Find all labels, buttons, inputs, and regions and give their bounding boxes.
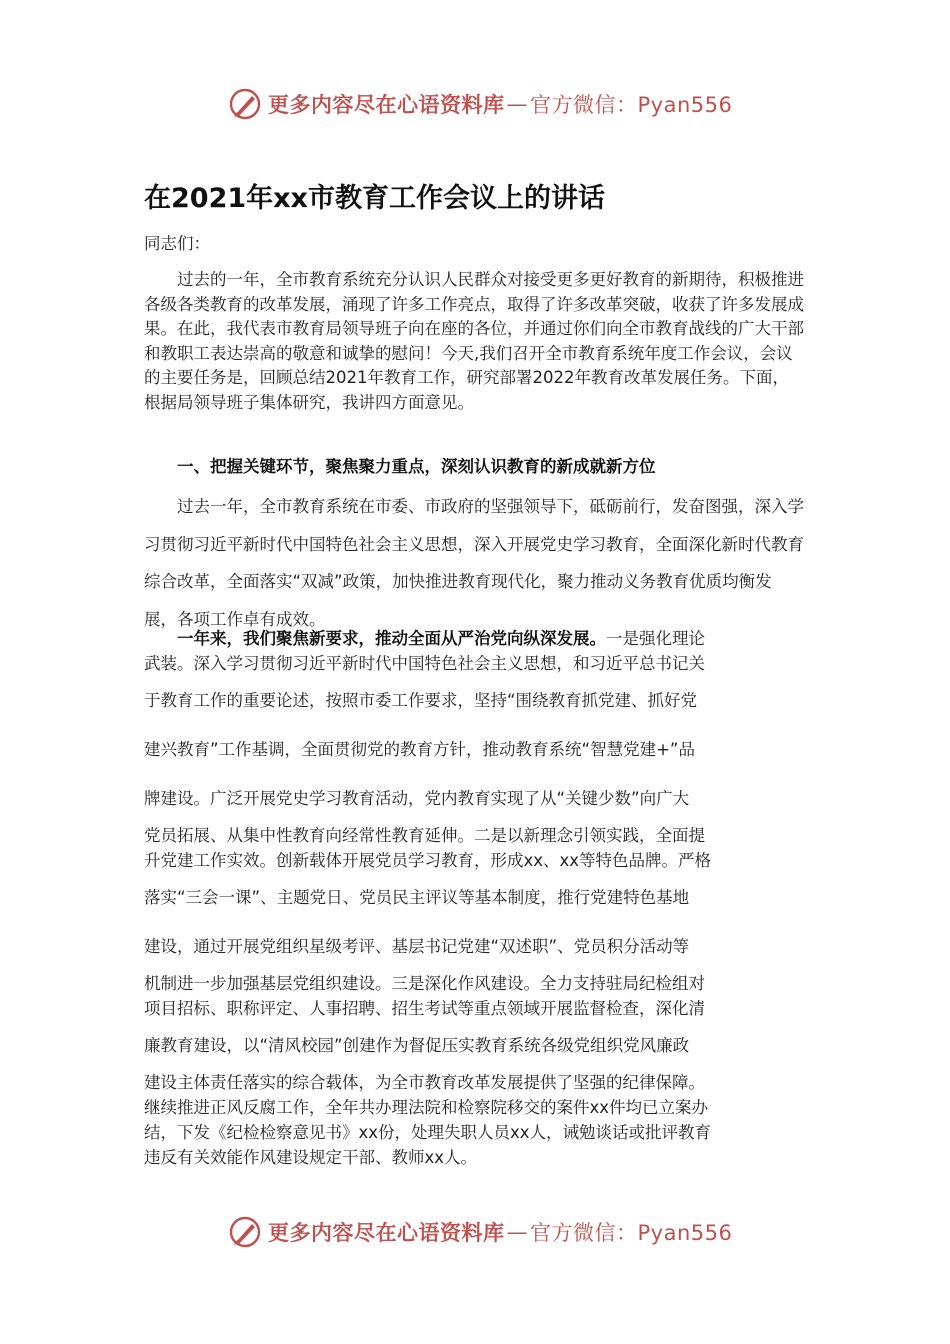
paragraph-line: 于教育工作的重要论述，按照市委工作要求，坚持“围绕教育抓党建、抓好党	[144, 691, 698, 710]
paragraph-line: 武装。深入学习贯彻习近平新时代中国特色社会主义思想，和习近平总书记关	[144, 654, 705, 673]
paragraph-line: 一是强化理论	[606, 629, 705, 648]
paragraph-line: 落实“三会一课”、主题党日、党员民主评议等基本制度，推行党建特色基地	[144, 888, 690, 907]
watermark-banner-top	[228, 84, 732, 124]
party-building-paragraph	[144, 626, 804, 1170]
section-heading: 一、把握关键环节，聚焦聚力重点，深刻认识教育的新成就新方位	[177, 457, 656, 476]
intro-paragraph: 过去的一年，全市教育系统充分认识人民群众对接受更多更好教育的新期待，积极推进各级各类教育的改革发展，涌现了许多工作亮点，取得了许多改革突破，收获了许多发展成果。在此，我代表市教育局领导班子向在座的各位，并通过你们向全市教育战线的广大干部和教职工表达崇高的敬意和诚挚的慰问！今天,我们召开全市教育系统年度工作会议，会议的主要任务是，回顾总结2021年教育工作，研究部署2022年教育改革发展任务。下面，根据局领导班子集体研究，我讲四方面意见。	[144, 270, 804, 412]
paragraph-line: 党员拓展、从集中性教育向经常性教育延伸。二是以新理念引领实践，全面提	[144, 826, 705, 845]
salutation: 同志们：	[144, 234, 210, 253]
watermark-suffix: 官方微信：Pyan556	[530, 1221, 733, 1245]
section-paragraph: 过去一年，全市教育系统在市委、市政府的坚强领导下，砥砺前行，发奋图强，深入学习贯彻习近平新时代中国特色社会主义思想，深入开展党史学习教育，全面深化新时代教育综合改革，全面落实“双减”政策，加快推进教育现代化，聚力推动义务教育优质均衡发展，各项工作卓有成效。	[144, 497, 804, 629]
paragraph-line: 继续推进正风反腐工作，全年共办理法院和检察院移交的案件xx件均已立案办	[144, 1098, 709, 1117]
paragraph-line: 廉教育建设，以“清风校园”创建作为督促压实教育系统各级党组织党风廉政	[144, 1036, 690, 1055]
paragraph-line: 建设主体责任落实的综合载体，为全市教育改革发展提供了坚强的纪律保障。	[144, 1073, 705, 1092]
paragraph-line: 结，下发《纪检检察意见书》xx份，处理失职人员xx人，诫勉谈话或批评教育	[144, 1123, 712, 1142]
paragraph-line: 项目招标、职称评定、人事招聘、招生考试等重点领域开展监督检查，深化清	[144, 999, 705, 1018]
watermark-brand: 更多内容尽在心语资料库	[268, 1221, 505, 1245]
watermark-dash: —	[506, 1220, 528, 1244]
paragraph-first-line	[144, 626, 804, 651]
paragraph-line: 建兴教育”工作基调，全面贯彻党的教育方针，推动教育系统“智慧党建+”品	[144, 740, 695, 759]
paragraph-line: 建设，通过开展党组织星级考评、基层书记党建“双述职”、党员积分活动等	[144, 937, 690, 956]
paragraph-line: 违反有关效能作风建设规定干部、教师xx人。	[144, 1148, 478, 1167]
watermark-suffix: 官方微信：Pyan556	[530, 93, 733, 117]
paragraph-line: 机制进一步加强基层党组织建设。三是深化作风建设。全力支持驻局纪检组对	[144, 974, 705, 993]
pen-logo-icon	[228, 87, 262, 121]
document-title: 在2021年xx市教育工作会议上的讲话	[144, 183, 605, 214]
watermark-dash: —	[506, 92, 528, 116]
paragraph-line: 升党建工作实效。创新载体开展党员学习教育，形成xx、xx等特色品牌。严格	[144, 851, 712, 870]
watermark-banner-bottom	[228, 1212, 732, 1252]
paragraph-line: 牌建设。广泛开展党史学习教育活动，党内教育实现了从“关键少数”向广大	[144, 789, 690, 808]
watermark-brand: 更多内容尽在心语资料库	[268, 93, 505, 117]
pen-logo-icon	[228, 1215, 262, 1249]
paragraph-lead-sentence: 一年来，我们聚焦新要求，推动全面从严治党向纵深发展。	[177, 629, 606, 648]
